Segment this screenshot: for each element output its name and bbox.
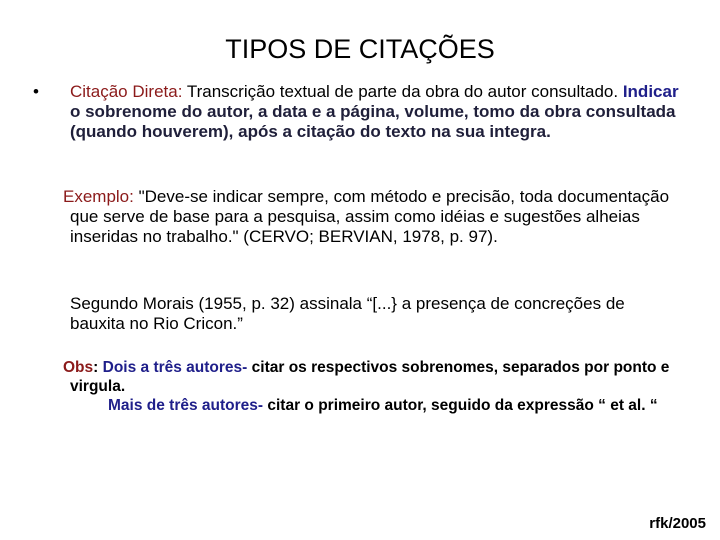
direct-citation-text: Transcrição textual de parte da obra do autor consultado. [182, 82, 623, 101]
obs-two-three-text: citar os respectivos sobrenomes, separados por ponto e virgula. [70, 359, 670, 395]
direct-citation-instruction: o sobrenome do autor, a data e a página, volume, tomo da obra consultada (quando houverem), após a citação do texto na sua integra. [70, 102, 676, 141]
direct-citation-bullet [33, 82, 683, 142]
direct-citation-label: Citação Direta: [70, 82, 183, 101]
obs-line-1 [63, 358, 690, 396]
footer-credit: rfk/2005 [649, 515, 706, 532]
bullet-text [70, 82, 683, 142]
bullet-marker: • [33, 82, 39, 101]
example-text: "Deve-se indicar sempre, com método e precisão, toda documentação que serve de base para a pesquisa, assim como idéias e sugestões alheias inseridas no trabalho." (CERVO; BERVIAN, 1978, p. 97). [70, 187, 670, 246]
obs-more-than-three-text: citar o primeiro autor, seguido da expressão “ et al. “ [263, 397, 658, 414]
example-paragraph [63, 187, 670, 247]
indicar-word: Indicar [622, 82, 679, 101]
obs-label: Obs [63, 359, 94, 376]
obs-more-than-three-authors: Mais de três autores- [108, 397, 264, 414]
obs-line-2 [108, 396, 690, 415]
slide-title: TIPOS DE CITAÇÕES [225, 34, 495, 64]
example-label: Exemplo: [63, 187, 134, 206]
quote-paragraph: Segundo Morais (1955, p. 32) assinala “[...} a presença de concreções de bauxita no Rio Cricon.” [70, 294, 625, 333]
obs-two-three-authors: Dois a três autores- [102, 359, 248, 376]
obs-colon: : [93, 359, 103, 376]
obs-paragraph [63, 358, 690, 415]
